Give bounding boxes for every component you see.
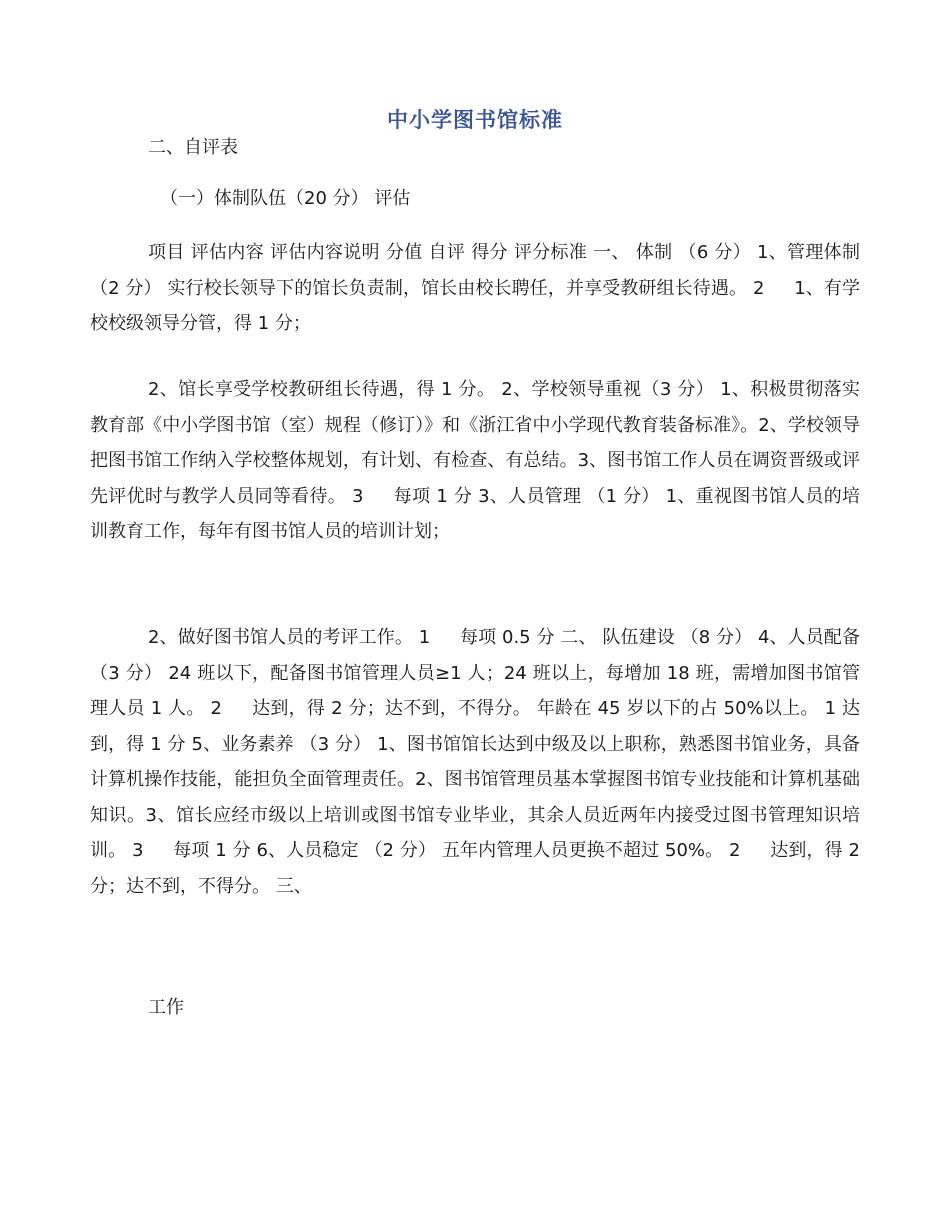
trailing-heading: 工作 bbox=[148, 997, 184, 1018]
paragraph-1: 项目 评估内容 评估内容说明 分值 自评 得分 评分标准 一、 体制 （6 分） 1、管理体制 （2 分） 实行校长领导下的馆长负责制，馆长由校长聘任，并享受教研组长待遇。 2 1、有学校校级领导分管，得 1 分； bbox=[90, 242, 860, 334]
subsection-heading: （一）体制队伍（20 分） 评估 bbox=[160, 188, 411, 209]
document-title: 中小学图书馆标准 bbox=[387, 108, 563, 132]
paragraph-2: 2、馆长享受学校教研组长待遇，得 1 分。 2、学校领导重视（3 分） 1、积极贯彻落实教育部《中小学图书馆（室）规程（修订）》和《浙江省中小学现代教育装备标准》。2、学校领导把图书馆工作纳入学校整体规划，有计划、有检查、有总结。3、图书馆工作人员在调资晋级或评先评优时与教学人员同等看待。 3 每项 1 分 3、人员管理 （1 分） 1、重视图书馆人员的培训教育工作，每年有图书馆人员的培训计划； bbox=[90, 379, 860, 542]
section-heading: 二、自评表 bbox=[148, 137, 238, 158]
paragraph-3: 2、做好图书馆人员的考评工作。 1 每项 0.5 分 二、 队伍建设 （8 分） 4、人员配备 （3 分） 24 班以下，配备图书馆管理人员≥1 人；24 班以上，每增加 18 班，需增加图书馆管理人员 1 人。 2 达到，得 2 分；达不到，不得分。 年龄在 45 岁以下的占 50%以上。 1 达到，得 1 分 5、业务素养 （3 分） 1、图书馆馆长达到中级及以上职称，熟悉图书馆业务，具备计算机操作技能，能担负全面管理责任。2、图书馆管理员基本掌握图书馆专业技能和计算机基础知识。3、馆长应经市级以上培训或图书馆专业毕业，其余人员近两年内接受过图书管理知识培训。 3 每项 1 分 6、人员稳定 （2 分） 五年内管理人员更换不超过 50%。 2 达到，得 2 分；达不到，不得分。 三、 bbox=[90, 627, 860, 897]
